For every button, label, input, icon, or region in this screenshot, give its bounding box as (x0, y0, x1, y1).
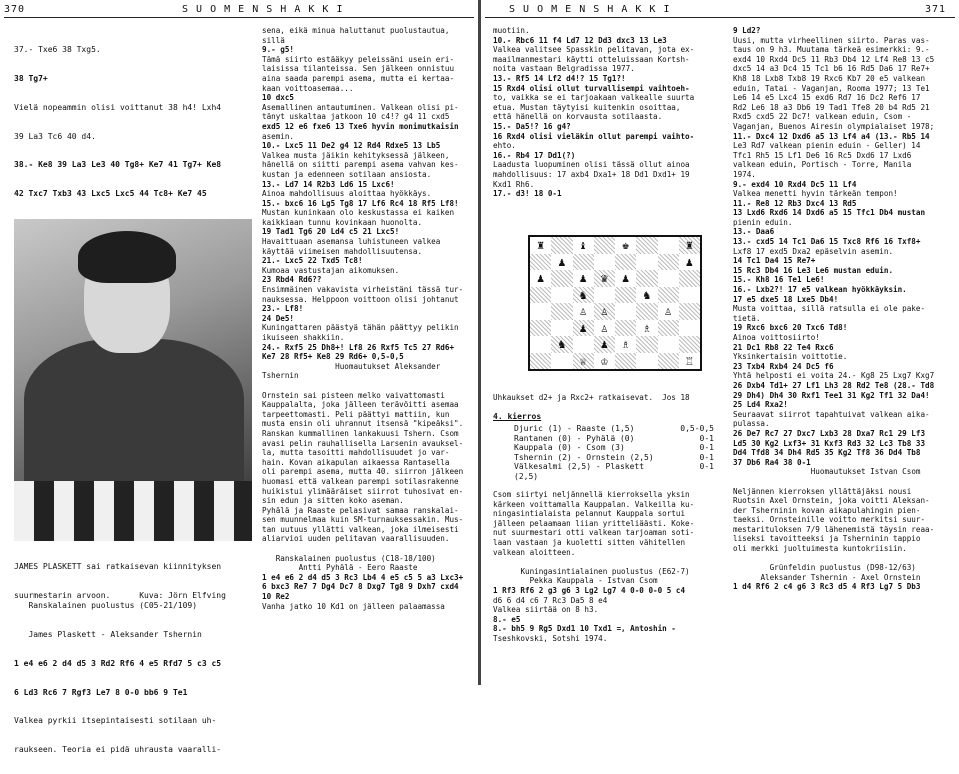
text-line: tietä. (733, 313, 761, 323)
text-line: Ainoa mahdollisuus aloittaa hyökkäys. (262, 189, 432, 199)
player-photo (14, 219, 252, 541)
board-square (594, 254, 615, 271)
text-line: Kh8 18 Lxb8 Txb8 19 Rxc6 Kb7 20 e5 valkean (733, 73, 926, 83)
text-line: Rd2 Le6 18 a3 Db6 19 Tad1 Tfe8 20 b4 Rd5 21 (733, 102, 930, 112)
text-line: 13.- Daa6 (733, 227, 775, 237)
game-notes-middle (262, 26, 474, 681)
result-score: 0-1 (699, 433, 714, 443)
photo-body-shape (24, 339, 244, 489)
black-bishop-icon: ♝ (579, 238, 587, 253)
board-square (551, 270, 572, 287)
text-line (262, 544, 474, 554)
game-notes-right-a (493, 26, 721, 206)
result-pairing: Djuric (1) - Raaste (1,5) (514, 424, 635, 433)
text-line: Antti Pyhälä - Eero Raaste (262, 563, 418, 573)
black-knight-icon: ♞ (643, 287, 651, 302)
black-pawn-icon: ♟ (594, 336, 615, 353)
header-rule-right (485, 17, 955, 18)
text-line: 14 Tc1 Da4 15 Re7+ (733, 256, 816, 266)
text-line: Valkea siirtää on 8 h3. (493, 605, 599, 615)
text-line: Kuningattaren päästyä tähän päättyy pelikin (262, 323, 459, 333)
board-square (551, 353, 572, 370)
text-line: exd4 10 Rxd4 Dc5 11 Rb3 Db4 12 Lf4 Re8 13 c5 (733, 54, 935, 64)
text-line: oli parempi asema, mutta 40. siirron jälkeen (262, 467, 464, 477)
left-page (0, 0, 478, 755)
text-line: etua. Mustan täytyisi kuitenkin osoittaa, (493, 102, 681, 112)
board-square (658, 254, 679, 271)
text-line: 15.- Da5!? 16 g4? (493, 121, 571, 131)
page-number-left: 370 (4, 4, 26, 15)
text-line: ningasintialaista pelannut Kauppala sortui (493, 509, 686, 519)
white-pawn-icon: ♙ (579, 304, 587, 319)
text-line: 37.- Txe6 38 Txg5. (14, 45, 101, 55)
text-line: 8.- bh5 9 Rg5 Dxd1 10 Txd1 =, Antoshin - (493, 624, 676, 634)
board-square (679, 303, 700, 320)
black-pawn-icon: ♟ (622, 271, 630, 286)
text-line: Pekka Kauppala - Istvan Csom (493, 576, 658, 586)
text-line: Vanha jatko 10 Kd1 on jälleen palaamassa (262, 601, 445, 611)
board-square (594, 287, 615, 304)
text-line: 10 dxc5 (262, 93, 295, 103)
board-square (551, 237, 572, 254)
text-line: 38 Tg7+ (14, 73, 48, 83)
game-notes-top (14, 26, 254, 216)
white-bishop-icon: ♗ (643, 320, 651, 335)
text-line: liseksi tavoitteeksi ja Tsherninin tappio (733, 534, 921, 544)
text-line: 26 De7 Rc7 27 Dxc7 Lxb3 28 Dxa7 Rc1 29 Lf3 (733, 428, 926, 438)
text-line: oli merkki juoltuimesta kuntokriisiin. (733, 544, 907, 554)
board-square (594, 237, 615, 254)
text-line: Vaganjan, Buenos Airesin olympialaiset 1978; (733, 121, 935, 131)
board-square (551, 287, 572, 304)
text-line: Valkea valitsee Spasskin pelitavan, jota ex- (493, 45, 695, 55)
text-line: maailmanmestari käytti otteluissaan Kortsh- (493, 54, 690, 64)
text-line: 10 Re2 (262, 592, 290, 602)
board-square (636, 237, 657, 254)
round-title: 4. kierros (493, 412, 542, 421)
text-line: laisissa tilanteissa. Sen jälkeen onnistuu (262, 64, 455, 74)
caption-line: JAMES PLASKETT sai ratkaisevan kiinnityksen (14, 562, 222, 572)
text-line: sin edun ja sitten koko aseman. (262, 496, 404, 506)
result-score: 0-1 (699, 443, 714, 453)
text-line: ehto. (493, 141, 516, 151)
board-square (530, 254, 551, 271)
result-pairing: Tshernin (2) - Ornstein (2,5) (514, 452, 654, 462)
text-line: 19 Rxc6 bxc6 20 Txc6 Td8! (733, 323, 848, 333)
text-line: eduin, Tatai - Vaganjan, Rooma 1977; 13 Te1 (733, 83, 930, 93)
text-line: 19 Tad1 Tg6 20 Ld4 c5 21 Lxc5! (262, 227, 400, 237)
result-score: 0-1 (699, 452, 714, 462)
text-line: 21.- Lxc5 22 Txd5 Tc8! (262, 256, 363, 266)
board-square (636, 254, 657, 271)
board-square (658, 270, 679, 287)
text-line: sena, eikä minua haluttanut puolustautua, (262, 26, 450, 35)
text-line: kaikkiaan tunnu kovinkaan huonolta. (262, 217, 423, 227)
text-line: Le6 14 e5 Lxc4 15 exd6 Rd7 16 Dc2 Ref6 17 (733, 93, 921, 103)
black-rook-icon: ♜ (679, 237, 700, 254)
text-line: 1 Rf3 Rf6 2 g3 g6 3 Lg2 Lg7 4 0-0 0-0 5 c4 (493, 585, 686, 595)
photo-chessboard-shape (14, 481, 252, 541)
board-square (636, 353, 657, 370)
game-header-bottom (14, 582, 254, 774)
text-line: la, mutta tasoitti mahdollisuudet jo var- (262, 448, 450, 458)
text-line: Rxd5 cxd5 22 Dc7! valkean eduin, Csom - (733, 112, 912, 122)
result-row (514, 453, 742, 463)
text-line: laan vastaan ja kuoletti sitten vähitellen (493, 537, 686, 547)
text-line: 9 Ld2? (733, 26, 761, 35)
text-line: kaan voittoasemaa... (262, 83, 354, 93)
header-rule-left (4, 17, 474, 18)
text-line: että hänellä on korvausta sotilaasta. (493, 112, 663, 122)
text-line: huikistui ylimääräiset siirrot tuhosivat en- (262, 486, 464, 496)
text-line: Ke7 28 Rf5+ Ke8 29 Rd6+ 0,5-0,5 (262, 352, 404, 362)
text-line: d6 6 d4 c6 7 Rc3 Da5 8 e4 (493, 595, 608, 605)
board-square (636, 270, 657, 287)
text-line: 9.- exd4 10 Rxd4 Dc5 11 Lf4 (733, 179, 857, 189)
text-line: Ld5 30 Kg2 Lxf3+ 31 Kxf3 Rd3 32 Lc3 Tb8 33 (733, 438, 926, 448)
black-pawn-icon: ♟ (537, 271, 545, 286)
game-notes-right-b (733, 26, 957, 681)
text-line: ikuiseen shakkiin. (262, 333, 345, 342)
result-pairing: Välkesalmi (2,5) - Plaskett (2,5) (514, 462, 645, 481)
text-line: Ranskalainen puolustus (C05-21/109) (14, 601, 198, 611)
board-square (658, 336, 679, 353)
text-line: asemin. (262, 131, 295, 141)
text-line: 1 d4 Rf6 2 c4 g6 3 Rc3 d5 4 Rf3 Lg7 5 Db3 (733, 582, 921, 592)
round-results-table (514, 424, 742, 482)
white-queen-icon: ♕ (573, 353, 594, 370)
board-square (615, 254, 636, 271)
text-line: 16.- Lxb2?! 17 e5 valkean hyökkäyksin. (733, 285, 907, 295)
text-line: hain. Kovan aikapulan aikaessa Rantasella (262, 457, 450, 467)
text-line: 9.- g5! (262, 45, 295, 55)
text-line: Ranskan kummallinen lankakuusi Tshern. Csom (262, 428, 459, 438)
text-line: James Plaskett - Aleksander Tshernin (14, 629, 202, 639)
text-line: mahdollisuus: 17 axb4 Dxa1+ 18 Dd1 Dxd1+ 19 (493, 169, 690, 179)
board-square (679, 270, 700, 287)
text-line: Asemallinen antautuminen. Valkean olisi pi- (262, 102, 459, 112)
board-square (679, 287, 700, 304)
text-line: 42 Txc7 Txb3 43 Lxc5 Lxc5 44 Tc8+ Ke7 45 (14, 189, 207, 199)
black-pawn-icon: ♟ (558, 254, 566, 269)
result-row (514, 434, 742, 444)
text-line: tan uutuus yllätti valkean, joka ilmeisesti (262, 524, 459, 534)
board-square (551, 303, 572, 320)
board-square (679, 320, 700, 337)
text-line: 15 Rxd4 olisi ollut turvallisempi vaihtoeh- (493, 83, 690, 93)
white-pawn-icon: ♙ (664, 304, 672, 319)
text-line: Tämä siirto estääkyy peleissäni usein eri- (262, 54, 455, 64)
board-square (530, 353, 551, 370)
black-knight-icon: ♞ (551, 336, 572, 353)
board-square (658, 287, 679, 304)
caption-line: suurmestarin arvoon. Kuva: Jörn Elfving (14, 590, 226, 600)
text-line: 29 Dh4) Dh4 30 Rxf1 Tee1 31 Kg2 Tf1 32 Da4! (733, 390, 930, 400)
text-line: 13 Lxd6 Rxd6 14 Dxd6 a5 15 Tfc1 Db4 mustan (733, 208, 926, 218)
board-square (636, 336, 657, 353)
text-line: Ruotsin Axel Ornstein, joka voitti Aleksan- (733, 496, 930, 506)
text-line: Kxd1 Rh6. (493, 179, 535, 189)
diagram-caption (493, 374, 721, 404)
text-line: Tseshkovski, Sotshi 1974. (493, 633, 608, 643)
text-line: 23 Txb4 Rxb4 24 Dc5 f6 (733, 361, 834, 371)
text-line: aina saada parempi asema, mutta ei kertaa- (262, 73, 455, 83)
text-line: 6 Ld3 Rc6 7 Rgf3 Le7 8 0-0 bb6 9 Te1 (14, 687, 188, 697)
text-line: 17 e5 dxe5 18 Lxe5 Db4! (733, 294, 839, 304)
text-line: Csom siirtyi neljännellä kierroksella yksin (493, 490, 690, 499)
text-line: Tfc1 Rh5 15 Lf1 De6 16 Rc5 Dxd6 17 Lxd6 (733, 150, 912, 160)
text-line: 21 Dc1 Rb8 22 Te4 Rxc6 (733, 342, 834, 352)
text-line: 25 Ld4 Rxa2! (733, 400, 788, 410)
text-line: pienin eduin. (733, 217, 793, 227)
text-line: Valkea musta jäikin kehityksessä jälkeen, (262, 150, 450, 160)
text-line: to, vaikka se ei tarjoakaan valkealle suurta (493, 93, 695, 103)
text-line: Lxf8 17 exd5 Dxa2 epäselvin asemin. (733, 246, 894, 256)
text-line: sillä (262, 35, 285, 45)
text-line (733, 477, 957, 487)
text-line: Ornstein sai pisteen melko vaivattomasti (262, 390, 445, 400)
text-line: Valkea menetti hyvin tärkeän tempon! (733, 189, 898, 199)
black-queen-icon: ♛ (594, 270, 615, 287)
text-line: 11.- Re8 12 Rb3 Dxc4 13 Rd5 (733, 198, 857, 208)
black-king-icon: ♚ (622, 238, 630, 253)
board-square (530, 287, 551, 304)
board-square (615, 303, 636, 320)
magazine-title-right: S U O M E N S H A K K I (509, 4, 671, 15)
black-pawn-icon: ♟ (685, 254, 693, 269)
board-square (530, 303, 551, 320)
text-line: 24 De5! (262, 313, 295, 323)
result-row (514, 443, 742, 453)
board-square (658, 320, 679, 337)
white-pawn-icon: ♙ (600, 320, 608, 335)
text-line: aliarvioi uuden pelitavan vaarallisuuden. (262, 534, 450, 544)
text-line: 23.- Lf8! (262, 304, 304, 314)
text-line: Kumoaa vastustajan aikomuksen. (262, 265, 400, 275)
text-line: raukseen. Teoria ei pidä uhrausta vaaralli- (14, 745, 222, 755)
result-score: 0,5-0,5 (680, 424, 714, 433)
text-line: Laadusta luopuminen olisi tässä ollut ainoa (493, 160, 690, 170)
text-line: Kauppalalta, joka jälleen terävöitti asemaa (262, 400, 459, 410)
text-line: Le3 Rd7 valkean pienin eduin - Geller) 14 (733, 141, 921, 151)
photo-hair-shape (78, 231, 176, 283)
text-line: Valkea pyrkii itsepintaisesti sotilaan uh- (14, 716, 217, 726)
text-line: tänyt uskaltaa jatkoon 10 c4!? g4 11 cxd5 (262, 112, 450, 122)
text-line: Huomautukset Aleksander Tshernin (262, 361, 445, 381)
text-line: Pyhälä ja Raaste pelasivat samaa ranskalai- (262, 505, 459, 515)
text-line: kärkeen voittamalla Kauppalan. Valkeilla ku- (493, 499, 695, 509)
text-line: 10.- Rbc6 11 f4 Ld7 12 Dd3 dxc3 13 Le3 (493, 35, 667, 45)
text-line: 23 Rbd4 Rd6?? (262, 275, 322, 285)
text-line: sen muunnelmaa kuin SM-turnauksessakin. Mus- (262, 515, 464, 525)
white-pawn-icon: ♙ (594, 303, 615, 320)
text-line: nut suurmestari otti valkean tarjoaman soti- (493, 528, 695, 538)
result-pairing: Rantanen (0) - Pyhälä (0) (514, 433, 635, 443)
text-line: 39 La3 Tc6 40 d4. (14, 131, 96, 141)
text-line: Aleksander Tshernin - Axel Ornstein (733, 572, 921, 582)
text-line: valkean aloitteen. (493, 547, 576, 557)
result-score: 0-1 (699, 462, 714, 472)
text-line: der Tsherninin kovan aikapulahingin pien- (733, 505, 921, 515)
board-square (530, 336, 551, 353)
text-line: muotiin. (493, 26, 530, 35)
text-line: 6 bxc3 Re7 7 Dg4 Dc7 8 Dxg7 Tg8 9 Dxh7 cxd4 (262, 582, 459, 592)
text-line: Huomautukset Istvan Csom (733, 467, 921, 477)
text-line: pulassa. (733, 419, 770, 429)
text-line: Kuningasintialainen puolustus (E62-7) (493, 566, 690, 576)
text-line: nauksessa. Helppoon voittoon olisi johtanut (262, 294, 459, 304)
board-square (658, 237, 679, 254)
result-pairing: Kauppala (0) - Csom (3) (514, 443, 625, 453)
text-line: Musta voittaa, sillä ratsulla ei ole pake- (733, 304, 926, 314)
text-line: hänellä on siitti parempi asema vahvan kes- (262, 160, 459, 170)
text-line: 15.- Kh8 16 Te1 Le6! (733, 275, 825, 285)
result-row (514, 462, 742, 481)
text-line: Dd4 Tfd8 34 Dh4 Rd5 35 Kg2 Tf8 36 Dd4 Tb8 (733, 448, 921, 458)
text-line: Yksinkertaisin voittotie. (733, 352, 848, 362)
text-line: 1974. (733, 169, 756, 179)
text-line: musta ensin oli uhrannut itsensä "kipeäksi". (262, 419, 464, 429)
text-line: valkean eduin, Portisch - Torre, Manila (733, 160, 912, 170)
black-knight-icon: ♞ (573, 287, 594, 304)
text-line: Uusi, mutta virheellinen siirto. Paras vas- (733, 35, 930, 45)
text-line (493, 557, 721, 567)
text-line: Havaittuaan asemansa luhistuneen valkea (262, 237, 441, 247)
text-line: 10.- Lxc5 11 De2 g4 12 Rd4 Rdxe5 13 Lb5 (262, 141, 441, 151)
text-line: taus on 9 h3. Muutama tärkeä esimerkki: 9.- (733, 45, 930, 55)
board-square (573, 254, 594, 271)
text-line: 13.- Rf5 14 Lf2 d4!? 15 Tg1?! (493, 73, 626, 83)
board-square (658, 353, 679, 370)
text-line: tarpeettomasti. Peli päättyi mattiin, kun (262, 409, 450, 419)
text-line (733, 554, 957, 564)
text-line: kustan ja edenneen sotilaan ansiosta. (262, 169, 432, 179)
text-line: Neljännen kierroksen yllättäjäksi nousi (733, 486, 912, 496)
text-line: mestarituloksen 7/9 lähenemistä täysin reaa- (733, 524, 935, 534)
text-line: 8.- e5 (493, 614, 521, 624)
text-line: 16.- Rb4 17 Dd1(?) (493, 150, 576, 160)
board-square (615, 287, 636, 304)
board-square (636, 303, 657, 320)
text-line: 38.- Ke8 39 La3 Le3 40 Tg8+ Ke7 41 Tg7+ Ke8 (14, 160, 222, 170)
white-king-icon: ♔ (600, 353, 608, 368)
chess-diagram (528, 235, 702, 371)
text-line: 17.- d3! 18 0-1 (493, 189, 562, 199)
game-notes-right-a-bottom (493, 490, 721, 682)
text-line: Vielä nopeammin olisi voittanut 38 h4! Lxh4 (14, 102, 222, 112)
board-square (615, 320, 636, 337)
board-square (530, 320, 551, 337)
text-line: 11.- Dxc4 12 Dxd6 a5 13 Lf4 a4 (13.- Rb5 14 (733, 131, 930, 141)
text-line: 13.- Ld7 14 R2b3 Ld6 15 Lxc6! (262, 179, 395, 189)
text-line: Grünfeldin puolustus (D98-12/63) (733, 563, 916, 573)
text-line: 24.- Rxf5 25 Dh8+! Lf8 26 Rxf5 Tc5 27 Rd6+ (262, 342, 455, 352)
black-pawn-icon: ♟ (579, 271, 587, 286)
magazine-title-left: S U O M E N S H A K K I (182, 4, 344, 15)
board-square (679, 336, 700, 353)
text-line: 13.- cxd5 14 Tc1 Da6 15 Txc8 Rf6 16 Txf8+ (733, 237, 921, 247)
text-line: Yhtä helposti ei voita 24.- Kg8 25 Lxg7 Kxg7 (733, 371, 935, 381)
white-bishop-icon: ♗ (622, 337, 630, 352)
text-line: avasi pelin rauhallisella Larsenin avauksel- (262, 438, 464, 448)
text-line: 16 Rxd4 olisi vieläkin ollut parempi vaihto- (493, 131, 695, 141)
text-line (262, 381, 474, 391)
text-line: huomasi että valkean parempi sotilasrakenne (262, 476, 459, 486)
black-rook-icon: ♜ (537, 238, 545, 253)
black-pawn-icon: ♟ (573, 320, 594, 337)
text-line: 15.- bxc6 16 Lg5 Tg8 17 Lf6 Rc4 18 Rf5 Lf8! (262, 198, 459, 208)
text-line: 37 Db6 Ra4 38 0-1 (733, 457, 811, 467)
result-row (514, 424, 742, 434)
text-line: käyttää viimeisen mahdollisuutensa. (262, 246, 423, 256)
board-square (573, 336, 594, 353)
text-line: 1 e4 e6 2 d4 d5 3 Rd2 Rf6 4 e5 Rfd7 5 c3 c5 (14, 658, 222, 668)
text-line: jälleen pelaamaan liian yritteliäästi. Koke- (493, 518, 695, 528)
text-line: exd5 12 e6 fxe6 13 Txe6 hyvin monimutkaisin (262, 121, 459, 131)
text-line: Mustan kuninkaan olo keskustassa ei kaiken (262, 208, 455, 218)
text-line: dxc5 14 a3 Dc4 15 Tc1 b6 16 Rd5 Da6 17 Re7+ (733, 64, 930, 74)
text-line: Seuraavat siirrot tapahtuivat valkean aika- (733, 409, 930, 419)
text-line: taeksi. Ornsteinille voitto merkitsi suur- (733, 515, 926, 525)
text-line: Ainoa voittosiirto! (733, 333, 820, 342)
text-line: 1 e4 e6 2 d4 d5 3 Rc3 Lb4 4 e5 c5 5 a3 Lxc3+ (262, 572, 464, 582)
white-rook-icon: ♖ (685, 353, 693, 368)
text-line: Ensimmäinen vakavista virheistäni tässä tur- (262, 285, 464, 295)
board-square (615, 353, 636, 370)
board-square (551, 320, 572, 337)
text-line: Ranskalainen puolustus (C18-18/100) (262, 553, 436, 563)
text-line: 15 Rc3 Db4 16 Le3 Le6 mustan eduin. (733, 265, 894, 275)
caption-line: Uhkaukset d2+ ja Rxc2+ ratkaisevat. Jos 18 (493, 393, 690, 403)
page-number-right: 371 (925, 4, 947, 15)
text-line: 26 Dxb4 Td1+ 27 Lf1 Lh3 28 Rd2 Te8 (28.- Td8 (733, 380, 935, 390)
text-line: noita vastaan Belgradissa 1977. (493, 64, 635, 74)
